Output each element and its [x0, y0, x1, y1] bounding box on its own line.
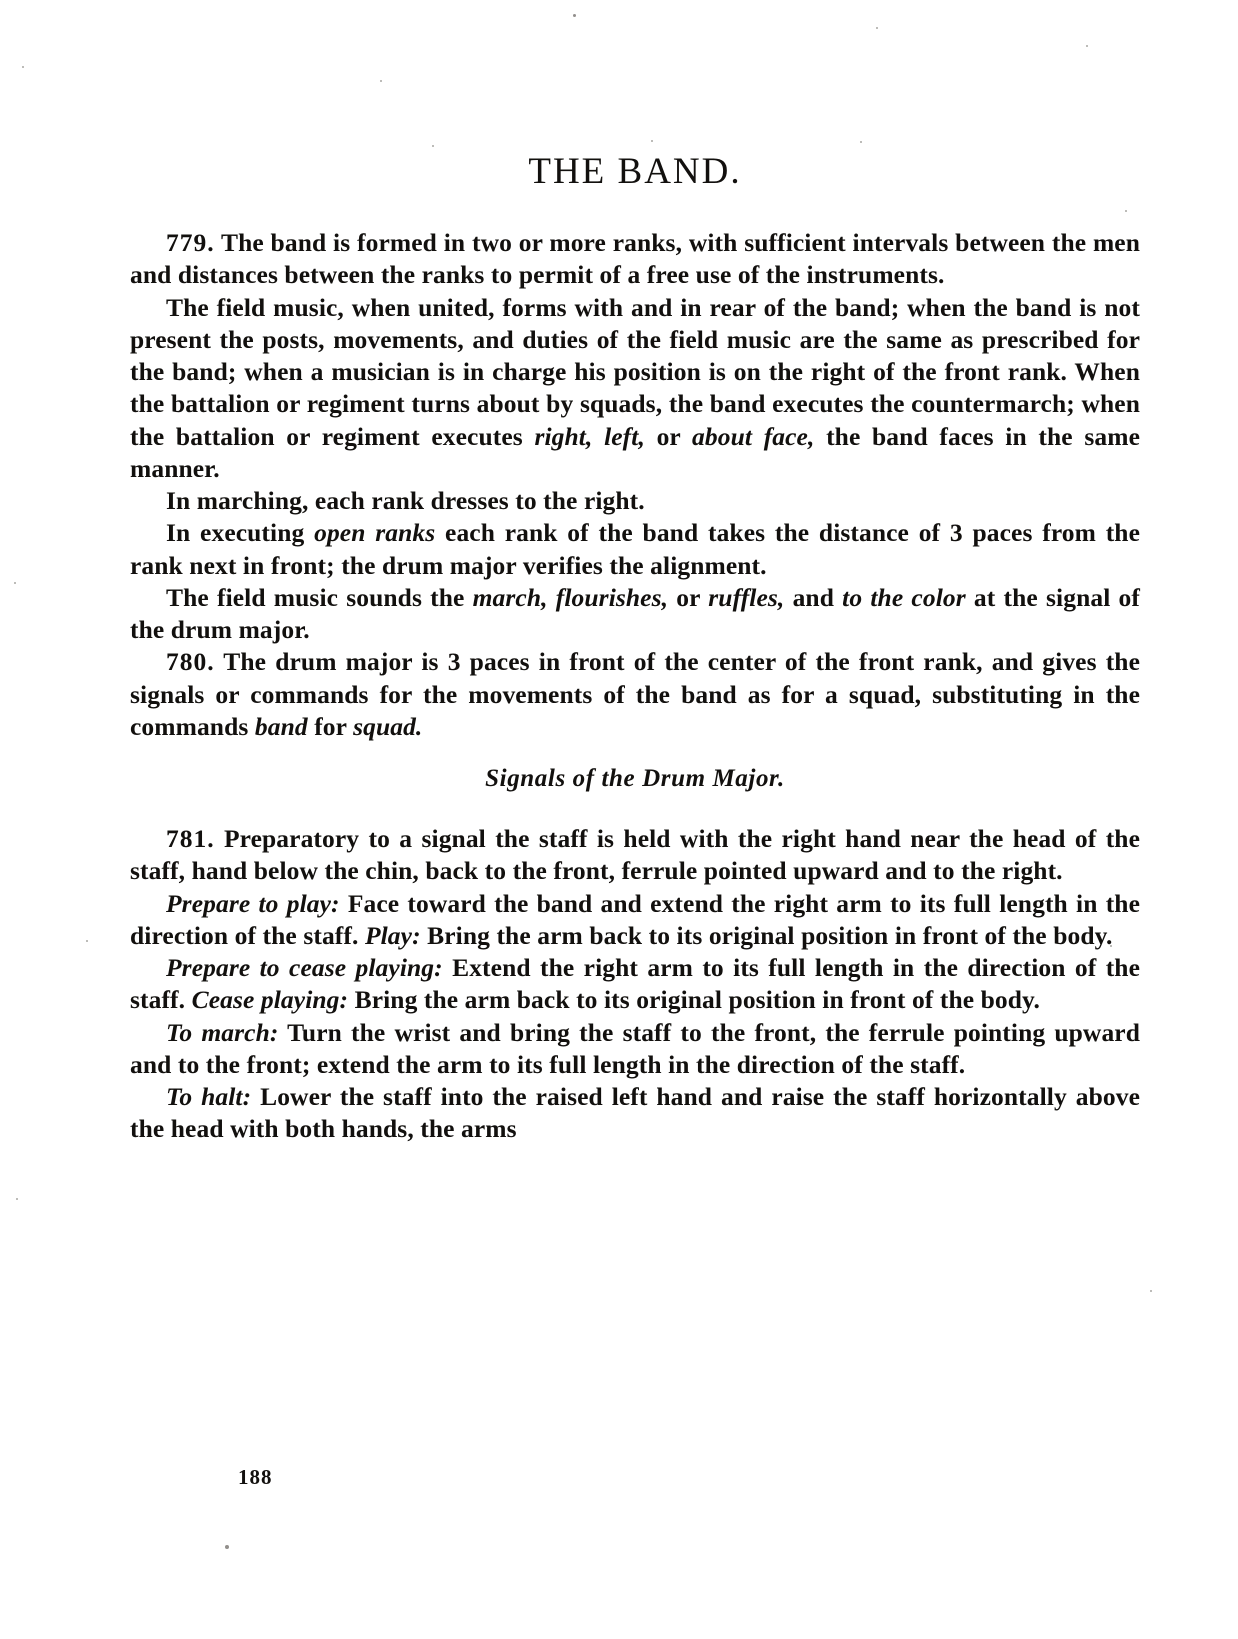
scan-speck [22, 66, 24, 68]
paragraph-text-2: for [307, 711, 354, 741]
paragraph-text-2: Bring the arm back to its original position in front of the body. [420, 920, 1113, 950]
paragraph-text-post: at the signal of the drum major. [130, 582, 1140, 644]
scan-speck [860, 141, 862, 143]
emphasis-open-ranks: open ranks [314, 518, 436, 548]
paragraph-number: 781. [166, 824, 215, 853]
scan-speck [1086, 45, 1088, 47]
emphasis-prepare-to-play: Prepare to play: [166, 888, 340, 918]
paragraph-marching [130, 485, 1140, 517]
paragraph-text-mid: or [668, 582, 709, 612]
emphasis-band: band [254, 711, 308, 741]
page-folio-number: 188 [238, 1465, 273, 1489]
scan-speck [14, 582, 16, 584]
paragraph-field-sounds [130, 582, 1140, 647]
scan-speck [380, 80, 382, 82]
scan-speck [876, 27, 878, 29]
paragraph-text-1: Extend the right arm to its full length in the direction of the staff. [130, 953, 1140, 1015]
paragraph-prepare-to-cease-playing [130, 952, 1140, 1017]
emphasis-play: Play: [364, 920, 421, 950]
section-subheading: Signals of the Drum Major. [485, 765, 785, 792]
emphasis-march-flourishes: march, flourishes, [472, 582, 669, 612]
paragraph-text-1: Face toward the band and extend the right arm to its full length in the direction of the staff. [130, 888, 1140, 950]
paragraph-text-2: Bring the arm back to its original position in front of the body. [348, 985, 1040, 1015]
paragraph-text-1: Turn the wrist and bring the staff to the front, the ferrule pointing upward and to the front; extend the arm to its full length in the direction of the staff. [130, 1017, 1140, 1079]
scan-speck [651, 140, 653, 142]
scan-speck [86, 940, 88, 942]
page-body [130, 150, 1140, 1146]
paragraph-text: In marching, each rank dresses to the right. [166, 486, 645, 515]
emphasis-squad: squad. [353, 711, 423, 741]
paragraph-text-mid2: and [784, 582, 843, 612]
scan-speck [573, 14, 576, 17]
emphasis-prepare-to-cease-playing: Prepare to cease playing: [166, 953, 443, 982]
emphasis-right-left: right, left, [534, 421, 645, 451]
scan-speck [16, 1198, 18, 1200]
paragraph-779 [130, 227, 1140, 292]
paragraph-text: The field music, when united, forms with and in rear of the band; when the band is not present the posts, movements, and duties of the field music are the same as prescribed for the band; when a musician is in charge his position is on the right of the front rank. When the battalion or regiment turns about by squads, the band executes the countermarch; when the battalion or regiment executes [130, 292, 1140, 451]
paragraph-text-1: Lower the staff into the raised left hand and raise the staff horizontally above the head with both hands, the arms [130, 1082, 1140, 1144]
paragraph-text: Preparatory to a signal the staff is held with the right hand near the head of the staff, hand below the chin, back to the front, ferrule pointed upward and to the right. [130, 824, 1140, 886]
scan-speck [432, 145, 434, 147]
paragraph-text-post: each rank of the band takes the distance of 3 paces from the rank next in front; the drum major verifies the alignment. [130, 518, 1140, 580]
paragraph-to-halt [130, 1081, 1140, 1146]
paragraph-field-music [130, 292, 1140, 486]
emphasis-to-march: To march: [166, 1017, 279, 1047]
paragraph-780 [130, 646, 1140, 743]
paragraph-open-ranks [130, 517, 1140, 582]
paragraph-number: 780. [166, 647, 215, 677]
paragraph-number: 779. [166, 228, 215, 257]
paragraph-text-3: the band faces in the same manner. [130, 421, 1140, 483]
scan-speck [225, 1545, 229, 1549]
paragraph-781 [130, 823, 1140, 888]
page-title: THE BAND. [528, 151, 742, 192]
paragraph-text-2: or [644, 421, 693, 451]
emphasis-to-the-color: to the color [842, 582, 966, 612]
emphasis-about-face: about face, [692, 421, 815, 451]
paragraph-text: The band is formed in two or more ranks, with sufficient intervals between the men and distances between the ranks to permit of a free use of the instruments. [130, 228, 1140, 290]
paragraph-text: The drum major is 3 paces in front of the center of the front rank, and gives the signals or commands for the movements of the band as for a squad, substituting in the commands [130, 647, 1140, 741]
paragraph-to-march [130, 1017, 1140, 1082]
emphasis-ruffles: ruffles, [708, 582, 785, 612]
scan-speck [1150, 1290, 1152, 1292]
emphasis-cease-playing: Cease playing: [191, 985, 349, 1015]
emphasis-to-halt: To halt: [166, 1082, 252, 1111]
paragraph-text-pre: The field music sounds the [166, 582, 473, 612]
paragraph-text-pre: In executing [166, 518, 315, 548]
paragraph-prepare-to-play [130, 888, 1140, 953]
